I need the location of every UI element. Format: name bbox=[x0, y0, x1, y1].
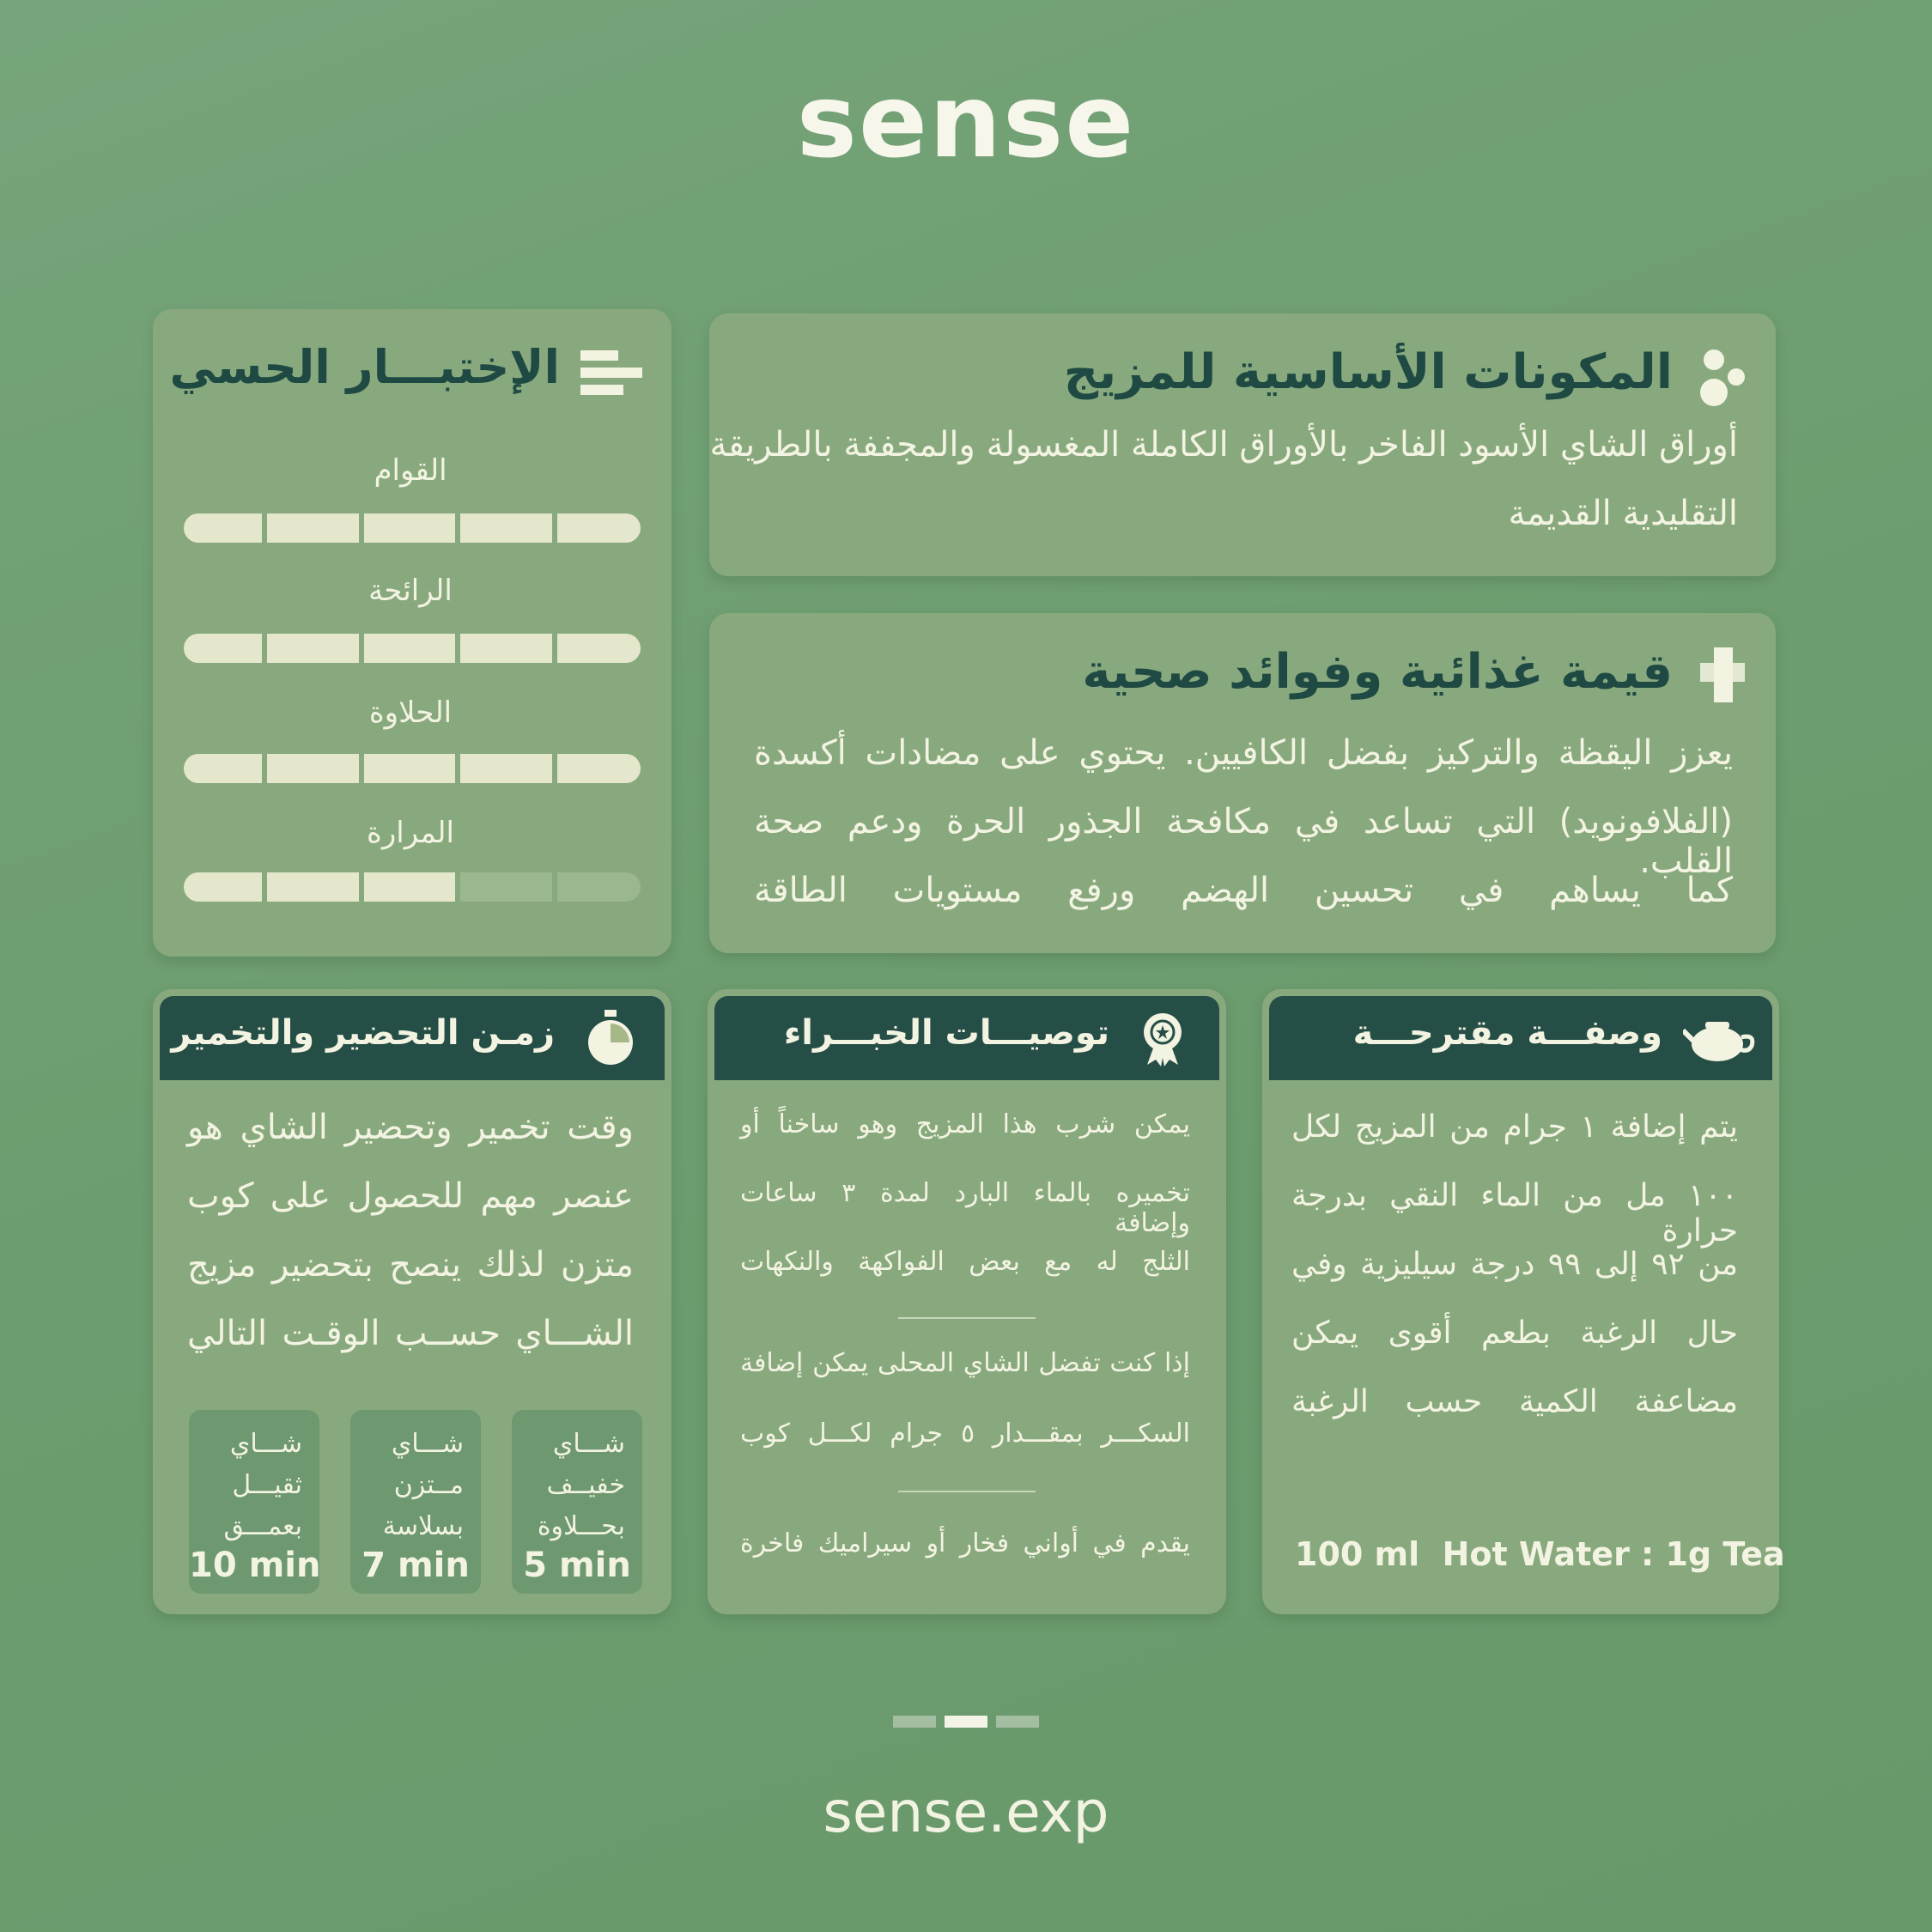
experts-p1-line-3: الثلج له مع بعض الفواكهة والنكهات bbox=[740, 1247, 1190, 1277]
brewing-line-2: عنصر مهم للحصول على كوب bbox=[187, 1176, 634, 1216]
stopwatch-icon bbox=[586, 1010, 635, 1066]
pagination-dot[interactable] bbox=[893, 1716, 936, 1728]
sensory-segment bbox=[184, 754, 262, 783]
sensory-segment bbox=[184, 513, 262, 543]
bars-icon bbox=[580, 350, 642, 397]
nutrition-line-3: كما يساهم في تحسين الهضم ورفع مستويات الطاقة bbox=[754, 871, 1733, 910]
brewing-line-3: متزن لذلك ينصح بتحضير مزيج bbox=[187, 1245, 634, 1285]
experts-p2-line-1: إذا كنت تفضل الشاي المحلى يمكن إضافة bbox=[740, 1348, 1190, 1378]
sensory-segment bbox=[184, 634, 262, 663]
sensory-bar-texture bbox=[184, 513, 641, 543]
sensory-segment bbox=[557, 872, 641, 902]
recipe-line-1: يتم إضافة ١ جرام من المزيج لكل bbox=[1291, 1109, 1738, 1145]
sensory-segment bbox=[460, 754, 552, 783]
sensory-segment bbox=[184, 872, 262, 902]
recipe-title: وصفـــة مقترحـــة bbox=[1352, 1013, 1662, 1053]
experts-divider-1 bbox=[898, 1317, 1036, 1319]
recipe-line-5: مضاعفة الكمية حسب الرغبة bbox=[1291, 1384, 1738, 1419]
brew-option-light-time: 5 min bbox=[523, 1546, 631, 1585]
sensory-segment bbox=[557, 513, 641, 543]
brew-option-balanced-time: 7 min bbox=[361, 1546, 470, 1585]
ingredients-line-2: التقليدية القديمة bbox=[1508, 494, 1738, 533]
ingredients-line-1: أوراق الشاي الأسود الفاخر بالأوراق الكاملة المغسولة والمجففة بالطريقة bbox=[709, 425, 1738, 465]
sensory-card bbox=[153, 309, 671, 957]
sensory-bar-sweetness bbox=[184, 754, 641, 783]
experts-p3-line-1: يقدم في أواني فخار أو سيراميك فاخرة bbox=[740, 1528, 1190, 1558]
brand-logo: sense bbox=[796, 62, 1136, 180]
brew-option-strong-time: 10 min bbox=[189, 1546, 321, 1585]
recipe-line-2: ١٠٠ مل من الماء النقي بدرجة حرارة bbox=[1291, 1178, 1738, 1249]
sensory-label-texture: القوام bbox=[374, 453, 447, 488]
nutrition-card bbox=[709, 613, 1776, 953]
sensory-segment bbox=[267, 634, 359, 663]
dots-icon bbox=[1697, 343, 1748, 408]
sensory-title: الإختبـــار الحسي bbox=[169, 340, 560, 394]
brew-option-balanced bbox=[350, 1410, 481, 1594]
brewing-card bbox=[153, 989, 671, 1614]
teapot-icon bbox=[1683, 1015, 1757, 1063]
brew-option-strong-desc: شـــاي ثقيـــل بعمـــق bbox=[223, 1429, 302, 1541]
pagination-dot[interactable] bbox=[945, 1716, 987, 1728]
experts-p1-line-1: يمكن شرب هذا المزيج وهو ساخناً أو bbox=[740, 1109, 1190, 1139]
plus-icon bbox=[1697, 647, 1748, 702]
brew-option-balanced-desc: شـــاي مــتزن بسلاسة bbox=[382, 1429, 464, 1541]
experts-p2-line-2: السكـــر بمقـــدار ٥ جرام لكـــل كوب bbox=[740, 1419, 1190, 1449]
sensory-segment bbox=[364, 754, 456, 783]
sensory-segment bbox=[460, 634, 552, 663]
nutrition-line-1: يعزز اليقظة والتركيز بفضل الكافيين. يحتوي على مضادات أكسدة bbox=[754, 733, 1733, 773]
sensory-segment bbox=[267, 754, 359, 783]
experts-header bbox=[714, 996, 1219, 1080]
ingredients-title: المكونات الأساسية للمزيج bbox=[1063, 344, 1673, 400]
footer-handle: sense.exp bbox=[823, 1779, 1109, 1845]
experts-p1-line-2: تخميره بالماء البارد لمدة ٣ ساعات وإضافة bbox=[740, 1178, 1190, 1238]
sensory-label-aroma: الرائحة bbox=[368, 574, 453, 608]
brew-option-strong bbox=[189, 1410, 319, 1594]
sensory-segment bbox=[460, 513, 552, 543]
recipe-line-3: من ٩٢ إلى ٩٩ درجة سيليزية وفي bbox=[1291, 1247, 1738, 1282]
brewing-header bbox=[160, 996, 665, 1080]
pagination-dot[interactable] bbox=[996, 1716, 1039, 1728]
brewing-title: زمـن التحضير والتخمير bbox=[171, 1013, 555, 1053]
experts-title: توصيـــات الخبـــراء bbox=[783, 1013, 1109, 1053]
nutrition-line-2: (الفلافونويد) التي تساعد في مكافحة الجذور الحرة ودعم صحة القلب. bbox=[754, 802, 1733, 881]
recipe-header bbox=[1269, 996, 1772, 1080]
sensory-segment bbox=[364, 872, 456, 902]
experts-divider-2 bbox=[898, 1491, 1036, 1492]
sensory-segment bbox=[460, 872, 552, 902]
recipe-card bbox=[1262, 989, 1785, 1614]
sensory-segment bbox=[267, 872, 359, 902]
sensory-segment bbox=[364, 513, 456, 543]
brewing-line-4: الشـــاي حســب الوقـت التالي bbox=[187, 1314, 634, 1353]
sensory-label-bitterness: المرارة bbox=[367, 816, 454, 850]
nutrition-title: قيمة غذائية وفوائد صحية bbox=[1082, 644, 1673, 700]
brewing-line-1: وقت تخمير وتحضير الشاي هو bbox=[187, 1108, 634, 1147]
sensory-label-sweetness: الحلاوة bbox=[368, 696, 453, 730]
sensory-segment bbox=[267, 513, 359, 543]
brew-option-light bbox=[512, 1410, 642, 1594]
badge-icon bbox=[1139, 1012, 1187, 1066]
sensory-segment bbox=[364, 634, 456, 663]
sensory-segment bbox=[557, 634, 641, 663]
brew-option-light-desc: شـــاي خفيــف بحـــلاوة bbox=[537, 1429, 625, 1541]
pagination-dots bbox=[893, 1716, 1039, 1728]
ingredients-card bbox=[709, 313, 1776, 576]
sensory-segment bbox=[557, 754, 641, 783]
sensory-bar-aroma bbox=[184, 634, 641, 663]
recipe-ratio: 100 ml Hot Water : 1g Tea bbox=[1295, 1535, 1785, 1573]
sensory-bar-bitterness bbox=[184, 872, 641, 902]
experts-card bbox=[708, 989, 1226, 1614]
recipe-line-4: حال الرغبة بطعم أقوى يمكن bbox=[1291, 1315, 1738, 1351]
